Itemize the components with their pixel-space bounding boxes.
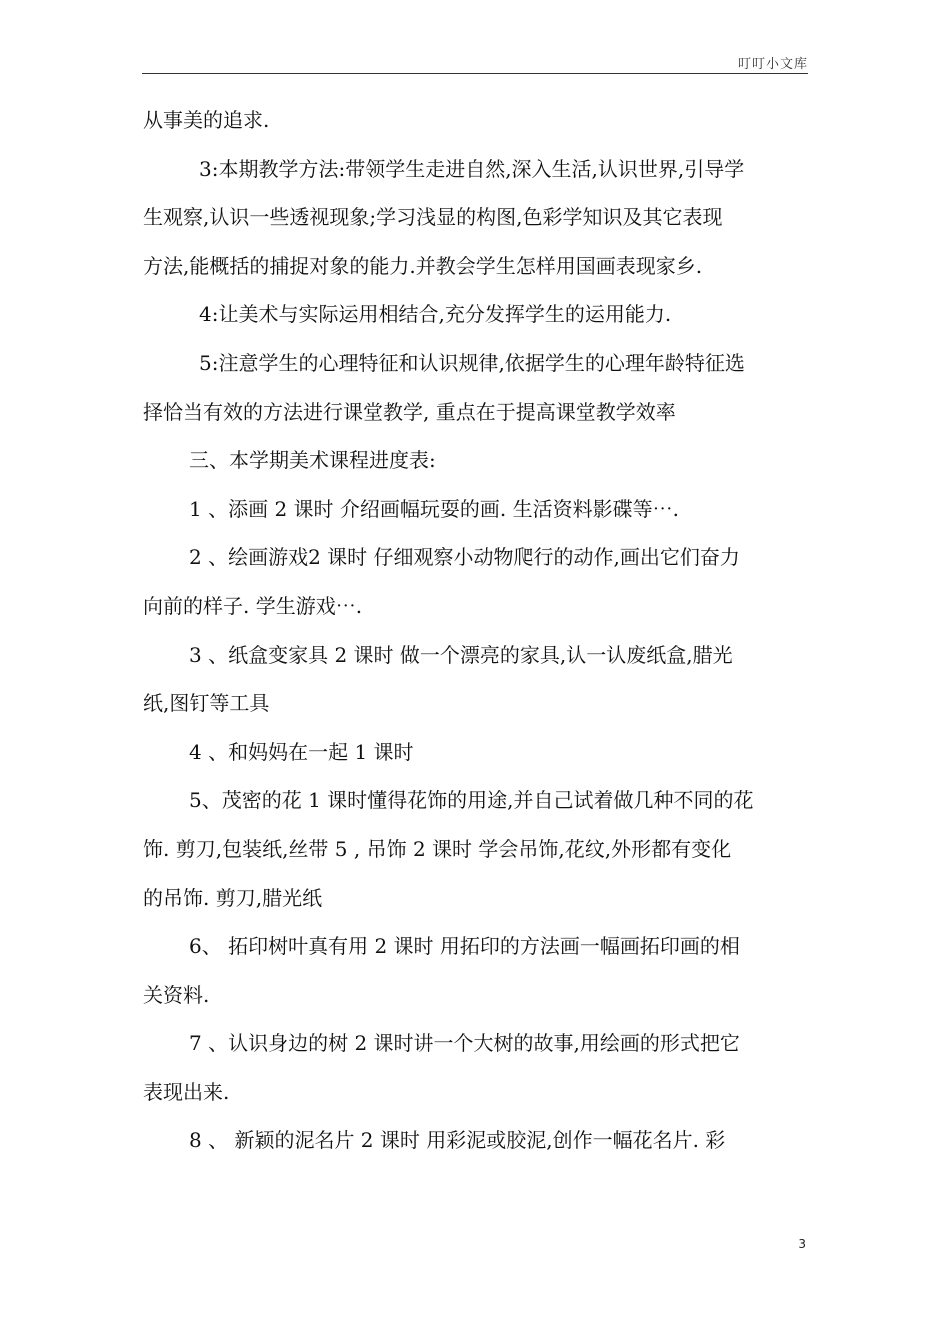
text-line: 3:本期教学方法:带领学生走进自然,深入生活,认识世界,引导学	[199, 156, 745, 181]
text-line: 关资料.	[143, 982, 210, 1007]
text-line: 4:让美术与实际运用相结合,充分发挥学生的运用能力.	[199, 302, 672, 327]
text-line: 3 、纸盒变家具 2 课时 做一个漂亮的家具,认一认废纸盒,腊光	[189, 642, 733, 667]
text-line: 从事美的追求.	[143, 108, 270, 132]
text-line: 表现出来.	[143, 1079, 230, 1104]
header-title: 叮叮小文库	[737, 57, 808, 72]
text-line: 6、 拓印树叶真有用 2 课时 用拓印的方法画一幅画拓印画的相	[189, 934, 740, 959]
text-line: 1 、添画 2 课时 介绍画幅玩耍的画. 生活资料影碟等⋯.	[189, 496, 679, 521]
text-line: 方法,能概括的捕捉对象的能力.并教会学生怎样用国画表现家乡.	[143, 253, 703, 278]
text-line: 生观察,认识一些透视现象;学习浅显的构图,色彩学知识及其它表现	[143, 205, 723, 230]
text-line: 的吊饰. 剪刀,腊光纸	[143, 885, 323, 910]
text-line: 4 、和妈妈在一起 1 课时	[189, 739, 414, 764]
document-body	[143, 96, 811, 1165]
text-line: 2 、绘画游戏2 课时 仔细观察小动物爬行的动作,画出它们奋力	[189, 545, 740, 570]
text-line: 饰. 剪刀,包装纸,丝带 5 , 吊饰 2 课时 学会吊饰,花纹,外形都有变化	[143, 836, 732, 861]
text-line: 5:注意学生的心理特征和认识规律,依据学生的心理年龄特征选	[199, 350, 745, 375]
text-line: 纸,图钉等工具	[143, 691, 270, 716]
header-divider	[142, 73, 808, 74]
section-heading: 三、本学期美术课程进度表:	[189, 448, 436, 473]
text-line: 7 、认识身边的树 2 课时讲一个大树的故事,用绘画的形式把它	[189, 1031, 740, 1056]
text-line: 择恰当有效的方法进行课堂教学, 重点在于提高课堂教学效率	[143, 399, 676, 424]
page-number: 3	[798, 1237, 806, 1251]
text-line: 5、茂密的花 1 课时懂得花饰的用途,并自己试着做几种不同的花	[189, 788, 754, 813]
text-line: 向前的样子. 学生游戏⋯.	[143, 593, 363, 618]
text-line: 8 、 新颖的泥名片 2 课时 用彩泥或胶泥,创作一幅花名片. 彩	[189, 1128, 726, 1153]
